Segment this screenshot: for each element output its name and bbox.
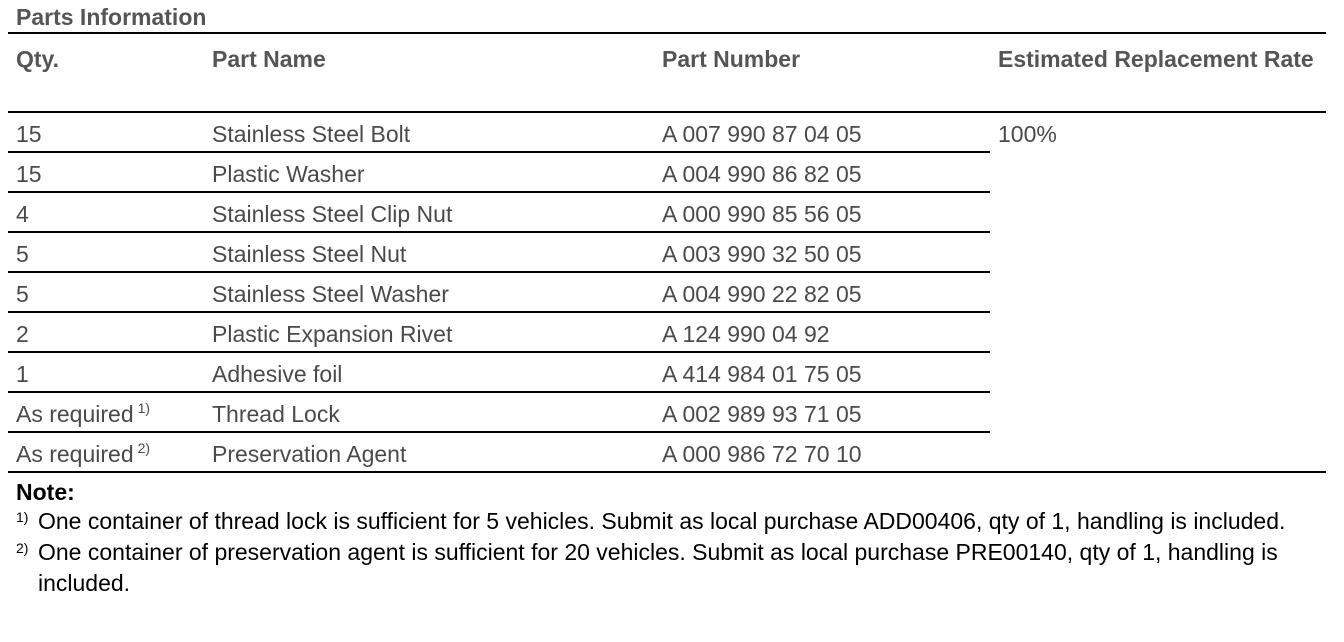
qty-cell (8, 272, 204, 312)
qty-value: 5 (16, 241, 29, 267)
qty-cell (8, 352, 204, 392)
qty-cell (8, 112, 204, 152)
table-row (8, 112, 1326, 152)
qty-value: 15 (16, 121, 42, 147)
qty-value: 5 (16, 281, 29, 307)
header-qty: Qty. (8, 34, 204, 112)
part-name-cell: Plastic Expansion Rivet (204, 312, 654, 352)
qty-value: As required (16, 401, 134, 427)
header-replacement-rate: Estimated Replacement Rate (990, 34, 1326, 112)
footnote-marker: 1) (16, 509, 29, 525)
qty-cell (8, 392, 204, 432)
part-number-cell: A 124 990 04 92 (654, 312, 990, 352)
notes-section (16, 478, 1326, 599)
part-number-cell: A 414 984 01 75 05 (654, 352, 990, 392)
qty-value: 4 (16, 201, 29, 227)
part-name-cell: Preservation Agent (204, 432, 654, 472)
header-row (8, 34, 1326, 112)
qty-value: 15 (16, 161, 42, 187)
note-item (16, 537, 1326, 599)
qty-cell (8, 152, 204, 192)
section-title: Parts Information (16, 4, 207, 30)
qty-value: As required (16, 441, 134, 467)
footnote-marker: 2) (16, 540, 29, 556)
parts-table (8, 34, 1326, 473)
qty-cell (8, 192, 204, 232)
part-name-cell: Stainless Steel Clip Nut (204, 192, 654, 232)
part-name-cell: Adhesive foil (204, 352, 654, 392)
qty-cell (8, 312, 204, 352)
note-item (16, 506, 1326, 537)
header-part-number: Part Number (654, 34, 990, 112)
part-number-cell: A 000 990 85 56 05 (654, 192, 990, 232)
part-number-cell: A 007 990 87 04 05 (654, 112, 990, 152)
part-number-cell: A 003 990 32 50 05 (654, 232, 990, 272)
qty-value: 2 (16, 321, 29, 347)
part-number-cell: A 004 990 22 82 05 (654, 272, 990, 312)
qty-cell (8, 432, 204, 472)
part-number-cell: A 002 989 93 71 05 (654, 392, 990, 432)
part-number-cell: A 004 990 86 82 05 (654, 152, 990, 192)
header-part-name: Part Name (204, 34, 654, 112)
part-name-cell: Stainless Steel Bolt (204, 112, 654, 152)
footnote-ref: 2) (137, 440, 151, 456)
note-text: One container of thread lock is sufficient for 5 vehicles. Submit as local purchase ADD00406, qty of 1, handling is included. (38, 508, 1286, 534)
qty-value: 1 (16, 361, 29, 387)
notes-title: Note: (16, 479, 75, 505)
qty-cell (8, 232, 204, 272)
footnote-ref: 1) (137, 400, 151, 416)
part-name-cell: Stainless Steel Nut (204, 232, 654, 272)
part-number-cell: A 000 986 72 70 10 (654, 432, 990, 472)
part-name-cell: Stainless Steel Washer (204, 272, 654, 312)
note-text: One container of preservation agent is sufficient for 20 vehicles. Submit as local purchase PRE00140, qty of 1, handling is included. (38, 539, 1278, 596)
replacement-rate-cell: 100% (990, 112, 1326, 472)
part-name-cell: Plastic Washer (204, 152, 654, 192)
part-name-cell: Thread Lock (204, 392, 654, 432)
